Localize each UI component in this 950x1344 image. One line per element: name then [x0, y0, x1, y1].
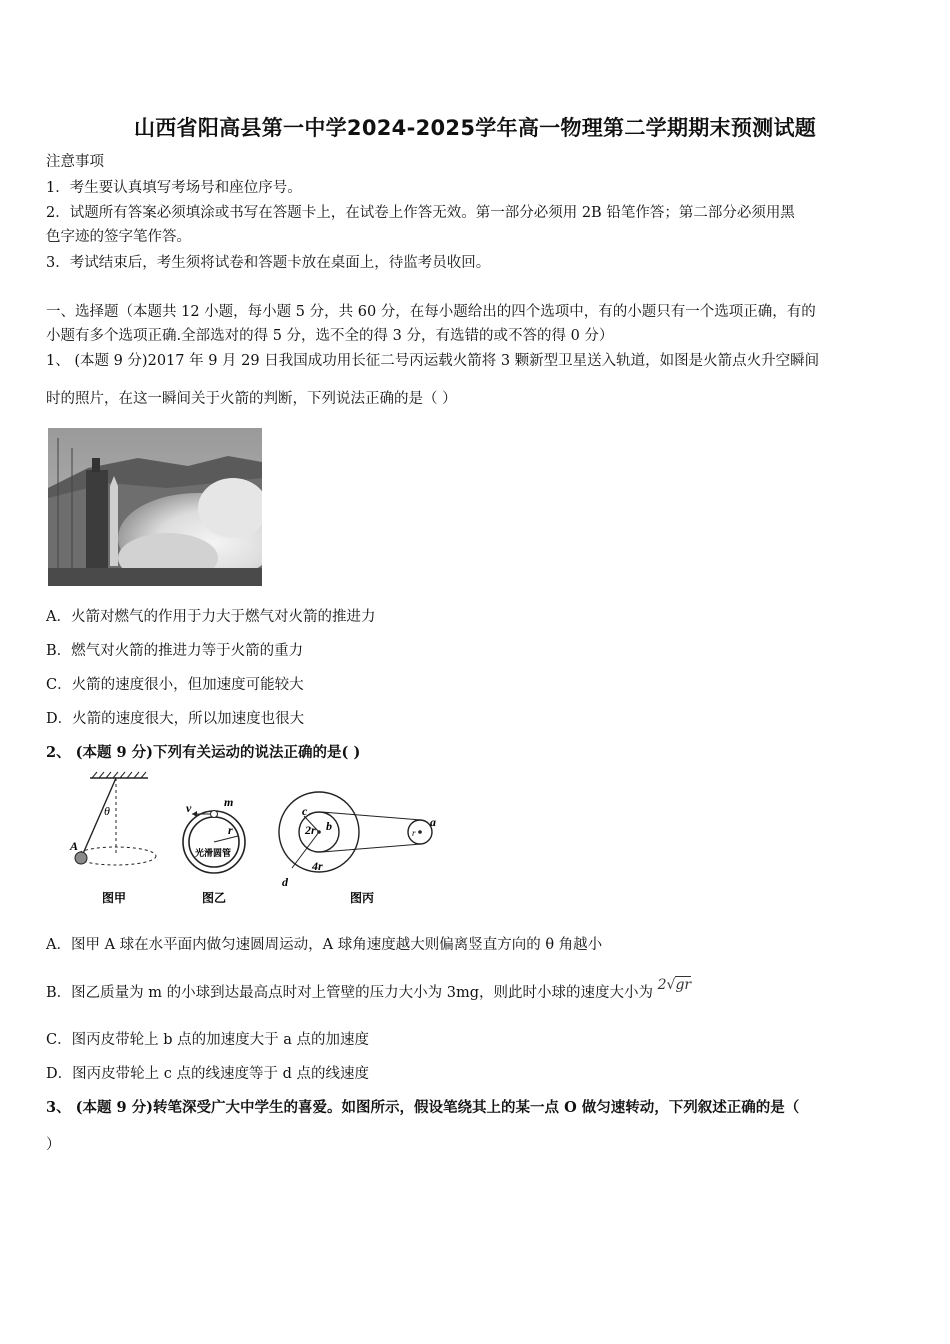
q2-option-b[interactable]	[46, 977, 692, 1003]
q2-option-c[interactable]: C．图丙皮带轮上 b 点的加速度大于 a 点的加速度	[46, 1032, 369, 1048]
q1-stem-1: 1、 (本题 9 分)2017 年 9 月 29 日我国成功用长征二号丙运载火箭将 3 颗新型卫星送入轨道，如图是火箭点火升空瞬间	[46, 353, 820, 369]
tube-label: 光滑圆管	[195, 848, 232, 858]
theta-label: θ	[104, 804, 110, 818]
q1-option-c[interactable]: C．火箭的速度很小，但加速度可能较大	[46, 677, 304, 693]
q1-option-a[interactable]: A．火箭对燃气的作用于力大于燃气对火箭的推进力	[46, 609, 376, 625]
four-r-label: 4r	[312, 859, 323, 873]
notice-item-3: 3．考试结束后，考生须将试卷和答题卡放在桌面上，待监考员收回。	[46, 255, 491, 271]
q2-option-a[interactable]: A．图甲 A 球在水平面内做匀速圆周运动，A 球角速度越大则偏离竖直方向的 θ 角越小	[46, 937, 603, 953]
b-label: b	[326, 819, 332, 833]
diagram-jia	[69, 772, 156, 905]
two-r-label: 2r	[305, 823, 316, 837]
section-instructions-1: 一、选择题（本题共 12 小题，每小题 5 分，共 60 分，在每小题给出的四个选项中，有的小题只有一个选项正确，有的	[46, 304, 816, 320]
m-label: m	[224, 795, 234, 809]
v-label: v	[186, 801, 192, 815]
q1-option-b[interactable]: B．燃气对火箭的推进力等于火箭的重力	[46, 643, 304, 659]
notice-heading: 注意事项	[46, 154, 104, 170]
diagram-bing	[279, 792, 436, 905]
notice-item-1: 1．考生要认真填写考场号和座位序号。	[46, 180, 302, 196]
q2-option-d[interactable]: D．图丙皮带轮上 c 点的线速度等于 d 点的线速度	[46, 1066, 369, 1082]
notice-item-2: 2．试题所有答案必须填涂或书写在答题卡上，在试卷上作答无效。第一部分必须用 2B 铅笔作答；第二部分必须用黑	[46, 205, 795, 221]
small-r-label: r	[412, 828, 416, 838]
sqrt-formula: 2√gr	[657, 977, 692, 993]
ball-a-label: A	[70, 839, 79, 853]
q3-stem-1: 3、 (本题 9 分)转笔深受广大中学生的喜爱。如图所示，假设笔绕其上的某一点 O 做匀速转动，下列叙述正确的是（	[46, 1099, 800, 1116]
q2-stem: 2、 (本题 9 分)下列有关运动的说法正确的是( )	[46, 744, 361, 761]
q1-stem-2: 时的照片，在这一瞬间关于火箭的判断，下列说法正确的是（ ）	[46, 391, 457, 407]
q1-option-d[interactable]: D．火箭的速度很大，所以加速度也很大	[46, 711, 305, 727]
rocket-launch-photo	[48, 428, 262, 586]
diagram-yi	[183, 795, 245, 905]
r-label: r	[228, 823, 233, 837]
notice-item-2-cont: 色字迹的签字笔作答。	[46, 229, 191, 245]
motion-diagrams	[64, 770, 454, 912]
label-jia: 图甲	[102, 891, 127, 905]
q2-option-b-text: B．图乙质量为 m 的小球到达最高点时对上管壁的压力大小为 3mg，则此时小球的速度大小为	[46, 985, 653, 1001]
section-instructions-2: 小题有多个选项正确.全部选对的得 5 分，选不全的得 3 分，有选错的或不答的得 0 分）	[46, 328, 614, 344]
d-label: d	[282, 875, 288, 889]
label-bing: 图丙	[350, 891, 375, 905]
q3-stem-2: ）	[46, 1137, 61, 1153]
a-label: a	[430, 815, 436, 829]
c-label: c	[302, 804, 308, 818]
page-title: 山西省阳高县第一中学2024-2025学年高一物理第二学期期末预测试题	[133, 116, 817, 140]
label-yi: 图乙	[202, 891, 227, 905]
